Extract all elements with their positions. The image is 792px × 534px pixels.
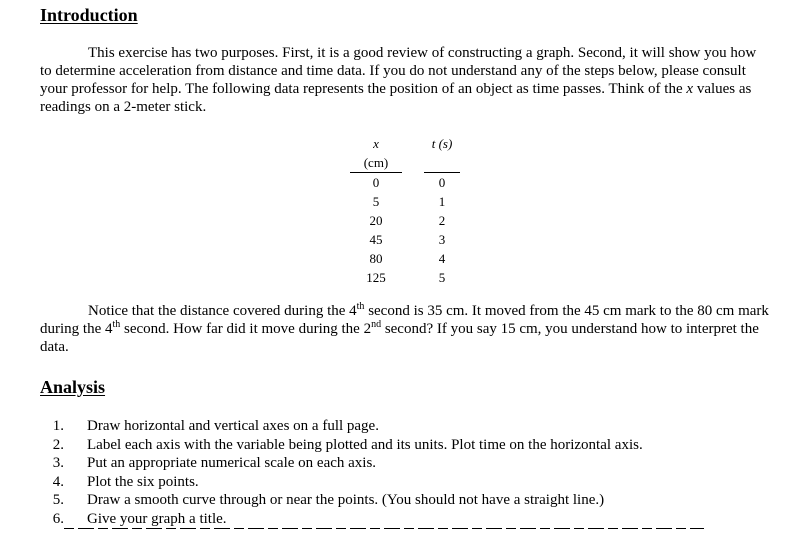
- x-value: 0: [372, 175, 380, 190]
- notice-superscript: nd: [371, 319, 382, 330]
- step-text: Draw horizontal and vertical axes on a full page.: [87, 418, 379, 434]
- t-value: 0: [438, 175, 446, 190]
- t-value: 3: [438, 232, 446, 247]
- intro-paragraph: [40, 44, 770, 116]
- step-number: 4.: [52, 473, 64, 490]
- step-number: 3.: [52, 455, 64, 471]
- intro-variable-x: x: [686, 81, 694, 97]
- step-number: 6.: [52, 510, 64, 527]
- list-item: [40, 454, 643, 473]
- notice-superscript: th: [112, 319, 121, 330]
- x-value: 20: [369, 213, 383, 228]
- intro-heading: Introduction: [40, 5, 138, 25]
- step-text: Put an appropriate numerical scale on each axis.: [87, 455, 377, 471]
- x-column-unit: (cm): [350, 153, 402, 173]
- list-item: [40, 473, 643, 492]
- cut-off-text-line: [64, 524, 704, 534]
- t-value: 2: [438, 213, 446, 228]
- x-value: 5: [372, 194, 380, 209]
- table-gap: [402, 211, 424, 230]
- notice-paragraph: [40, 302, 770, 356]
- step-number: 2.: [52, 436, 64, 453]
- table-gap: [402, 134, 424, 153]
- notice-text-a: Notice that the distance covered during the 4: [88, 303, 357, 319]
- position-time-table: [350, 134, 460, 287]
- table-header-row: [350, 134, 460, 153]
- notice-text-c: second. How far did it move during the 2: [120, 321, 372, 337]
- x-value: 80: [369, 251, 383, 266]
- table-gap: [402, 153, 424, 173]
- t-value: 1: [438, 194, 446, 209]
- t-value: 4: [438, 251, 446, 266]
- x-value: 125: [366, 270, 386, 285]
- notice-text-b: second is 35 cm. It moved from the 45 cm mark to the 80 cm mark during the 4: [40, 303, 769, 337]
- x-value: 45: [369, 232, 383, 247]
- t-column-header: t (s): [431, 136, 453, 151]
- step-text: Draw a smooth curve through or near the points. (You should not have a straight line.): [87, 492, 605, 508]
- table-unit-row: [350, 153, 460, 173]
- step-number: 5.: [52, 492, 64, 508]
- table-gap: [402, 173, 424, 193]
- t-column-unit-rule: [424, 153, 460, 173]
- table-row: [350, 249, 460, 268]
- table-gap: [402, 192, 424, 211]
- notice-text-d: second? If you say 15 cm, you understand how to interpret the data.: [40, 321, 759, 355]
- table-gap: [402, 249, 424, 268]
- table-gap: [402, 230, 424, 249]
- list-item: [40, 417, 643, 436]
- notice-superscript: th: [356, 301, 365, 312]
- list-item: [40, 436, 643, 455]
- list-item: [40, 491, 643, 510]
- step-text: Plot the six points.: [87, 473, 199, 490]
- table-row: [350, 268, 460, 287]
- intro-paragraph-tail: values as readings on a 2-meter stick.: [40, 81, 752, 115]
- step-text: Label each axis with the variable being plotted and its units. Plot time on the horizontal axis.: [87, 436, 643, 453]
- x-column-header: x: [373, 136, 379, 151]
- table-row: [350, 211, 460, 230]
- step-text: Give your graph a title.: [87, 510, 227, 527]
- table-row: [350, 192, 460, 211]
- cut-off-text-fragment: [64, 528, 704, 529]
- step-number: 1.: [52, 418, 64, 434]
- table-row: [350, 230, 460, 249]
- t-value: 5: [438, 270, 446, 285]
- table-gap: [402, 268, 424, 287]
- analysis-heading: Analysis: [40, 377, 106, 397]
- table-row: [350, 173, 460, 193]
- analysis-steps-list: [40, 417, 643, 528]
- intro-paragraph-text: This exercise has two purposes. First, it is a good review of constructing a graph. Second, it will show you how to determine acceleration from distance and time data. If you do not understand any of the steps below, please consult your professor for help. The following data represents the position of an object as time passes. Think of the: [40, 45, 757, 97]
